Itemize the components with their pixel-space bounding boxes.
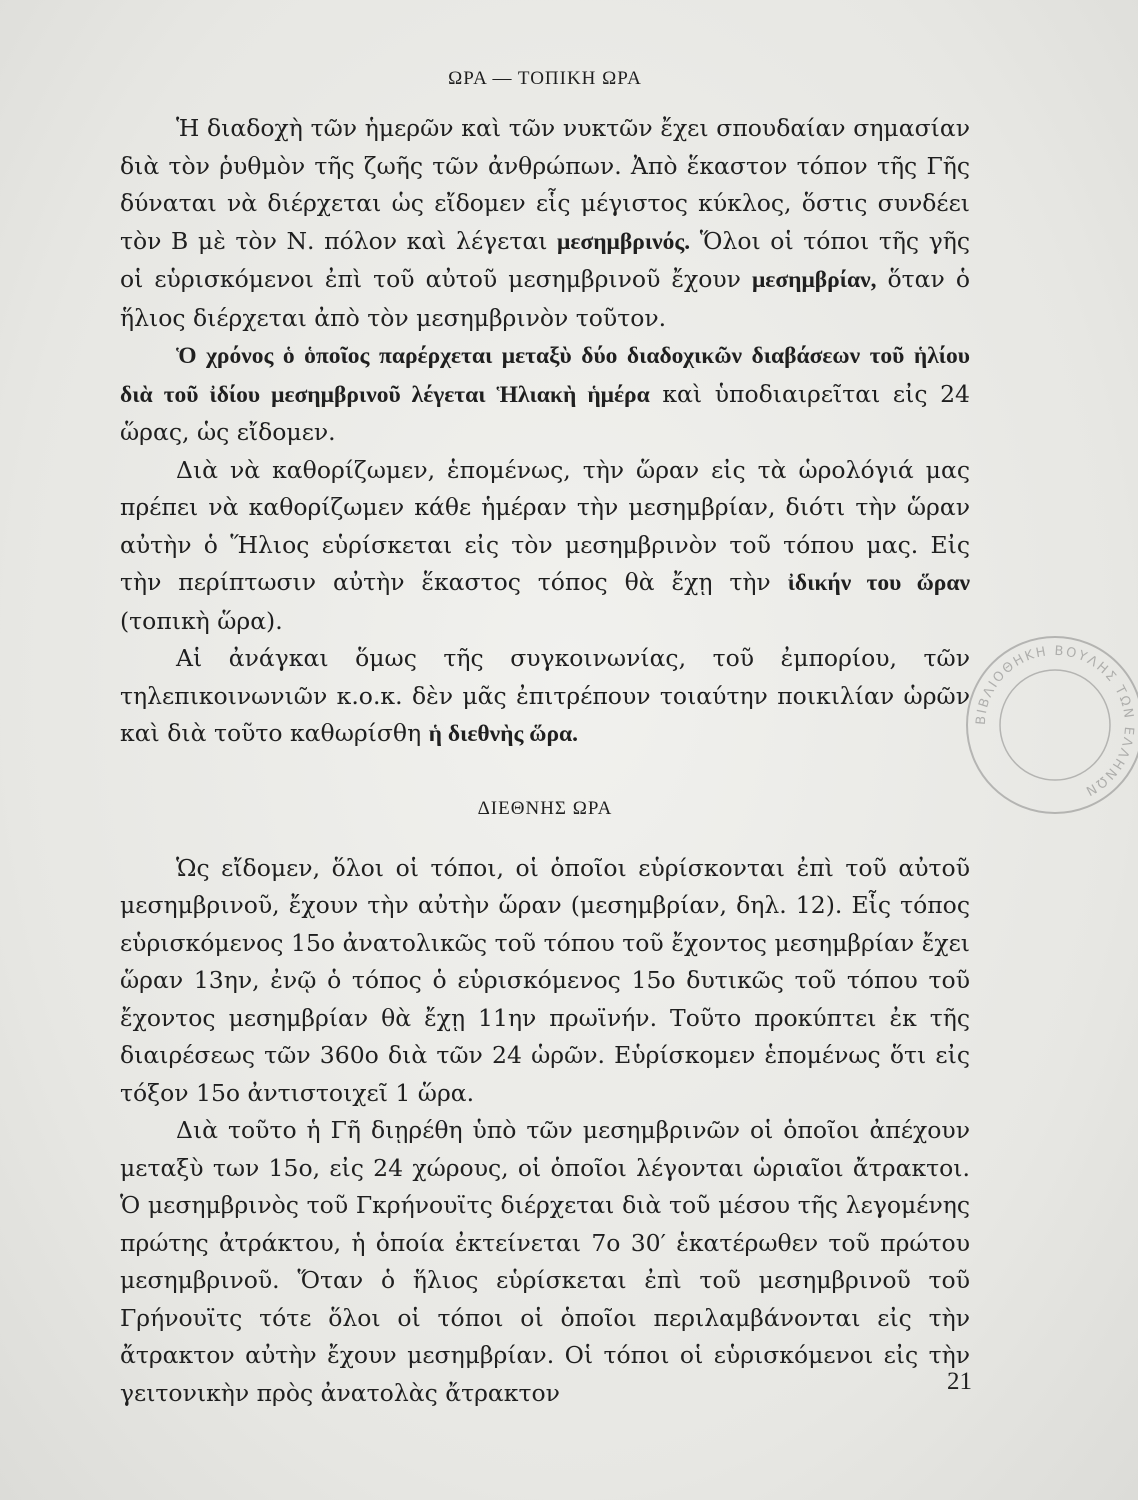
term-meridian: μεσημβρινός. [557,228,691,255]
term-own-time: ἰδικήν του ὥραν [787,570,971,596]
paragraph-4 [120,640,970,754]
section-heading-international-time: ΔΙΕΘΝΗΣ ΩΡΑ [477,797,613,819]
paragraph-2 [120,337,970,452]
library-stamp-icon [960,630,1138,820]
paragraph-1-text: Ἡ διαδοχὴ τῶν ἡμερῶν καὶ τῶν νυκτῶν ἔχει σπουδαίαν σημασίαν διὰ τὸν ῥυθμὸν τῆς ζωῆς τῶν ἀνθρώπων. Ἀπὸ ἕκαστον τόπον τῆς Γῆς δύναται νὰ διέρχεται ὡς εἴδομεν εἷς μέγιστος κύκλος, ὅστις συνδέει τὸν Β μὲ τὸν Ν. πόλον καὶ λέγεται [120,114,970,255]
paragraph-3-end: (τοπικὴ ὥρα). [120,606,283,635]
definition-solar-day: Ὁ χρόνος ὁ ὁποῖος παρέρχεται μεταξὺ δύο διαδοχικῶν διαβάσεων τοῦ ἡλίου διὰ τοῦ ἰδίου μεσημβρινοῦ λέγεται Ἡλιακὴ ἡμέρα [120,343,970,408]
paragraph-1-end: ὅταν ὁ ἥλιος διέρχεται ἀπὸ τὸν μεσημβρινὸν τοῦτον. [120,265,970,332]
section-heading-local-time: ΩΡΑ — ΤΟΠΙΚΗ ΩΡΑ [448,68,642,89]
paragraph-3-text: Διὰ νὰ καθορίζωμεν, ἑπομένως, τὴν ὥραν εἰς τὰ ὡρολόγιά μας πρέπει νὰ καθορίζωμεν κάθε ἡμέραν τὴν μεσημβρίαν, διότι τὴν ὥραν αὐτὴν ὁ Ἥλιος εὑρίσκεται εἰς τὸν μεσημβρινὸν τοῦ τόπου μας. Εἰς τὴν περίπτωσιν αὐτὴν ἕκαστος τόπος θὰ ἔχῃ τὴν [120,455,970,596]
paragraph-2-end: καὶ ὑποδιαιρεῖται εἰς 24 ὥρας, ὡς εἴδομεν. [120,379,970,446]
paragraph-5: Ὡς εἴδομεν, ὅλοι οἱ τόποι, οἱ ὁποῖοι εὑρίσκονται ἐπὶ τοῦ αὐτοῦ μεσημβρινοῦ, ἔχουν τὴν αὐτὴν ὥραν (μεσημβρίαν, δηλ. 12). Εἷς τόπος εὑρισκόμενος 15ο ἀνατολικῶς τοῦ τόπου τοῦ ἔχοντος μεσημβρίαν ἔχει ὥραν 13ην, ἐνῷ ὁ τόπος ὁ εὑρισκόμενος 15ο δυτικῶς τοῦ τόπου τοῦ ἔχοντος μεσημβρίαν θὰ ἔχῃ 11ην πρωϊνήν. Τοῦτο προκύπτει ἐκ τῆς διαιρέσεως τῶν 360ο διὰ τῶν 24 ὡρῶν. Εὑρίσκομεν ἑπομένως ὅτι εἰς τόξον 15ο ἀντιστοιχεῖ 1 ὥρα. [120,853,970,1107]
term-noon: μεσημβρίαν, [751,267,877,293]
paragraph-1 [120,110,970,337]
paragraph-1-mid: Ὅλοι οἱ τόποι τῆς γῆς οἱ εὑρισκόμενοι ἐπὶ τοῦ αὐτοῦ μεσημβρινοῦ ἔχουν [120,226,970,293]
svg-text:ΒΙΒΛΙΟΘΗΚΗ ΒΟΥΛΗΣ ΤΩΝ ΕΛΛΗΝΩΝ [974,644,1136,799]
paragraph-6: Διὰ τοῦτο ἡ Γῆ διῃρέθη ὑπὸ τῶν μεσημβρινῶν οἱ ὁποῖοι ἀπέχουν μεταξὺ των 15ο, εἰς 24 χώρους, οἱ ὁποῖοι λέγονται ὡριαῖοι ἄτρακτοι. Ὁ μεσημβρινὸς τοῦ Γκρήνουϊτς διέρχεται διὰ τοῦ μέσου τῆς λεγομένης πρώτης ἀτράκτου, ἡ ὁποία ἐκτείνεται 7ο 30′ ἑκατέρωθεν τοῦ πρώτου μεσημβρινοῦ. Ὅταν ὁ ἥλιος εὑρίσκεται ἐπὶ τοῦ μεσημβρινοῦ τοῦ Γρήνουϊτς τότε ὅλοι οἱ τόποι οἱ ὁποῖοι περιλαμβάνονται εἰς τὴν ἄτρακτον αὐτὴν ἔχουν μεσημβρίαν. Οἱ τόποι οἱ εὑρισκόμενοι εἰς τὴν γειτονικὴν πρὸς ἀνατολὰς ἄτρακτον [120,1116,970,1407]
paragraph-4-text: Αἱ ἀνάγκαι ὅμως τῆς συγκοινωνίας, τοῦ ἐμπορίου, τῶν τηλεπικοινωνιῶν κ.ο.κ. δὲν μᾶς ἐπιτρέπουν τοιαύτην ποικιλίαν ὡρῶν καὶ διὰ τοῦτο καθωρίσθη [120,644,970,747]
paragraph-3 [120,452,970,641]
stamp-text: ΒΙΒΛΙΟΘΗΚΗ ΒΟΥΛΗΣ ΤΩΝ ΕΛΛΗΝΩΝ [973,643,1137,799]
term-international-time: ἡ διεθνὴς ὥρα. [428,721,579,747]
page-content [120,68,970,1412]
page-number: 21 [947,1368,972,1395]
